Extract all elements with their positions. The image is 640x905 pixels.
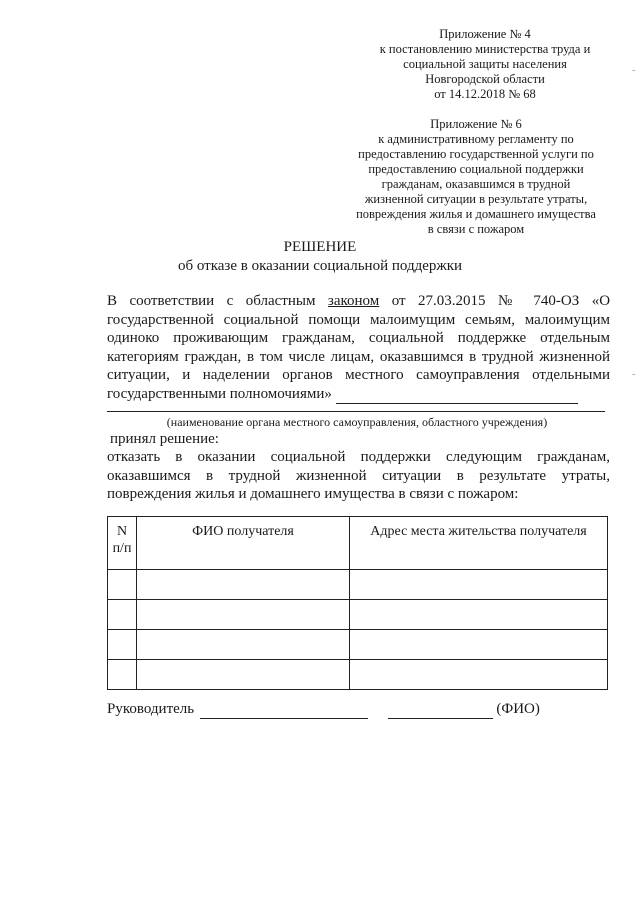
table-cell[interactable] <box>137 600 350 630</box>
decision-line: оказавшимся в трудной жизненной ситуации в результате утраты, <box>107 467 610 484</box>
appendix-4-line: Новгородской области <box>425 72 545 86</box>
table-cell[interactable] <box>350 570 608 600</box>
appendix-6-line: к административному регламенту по <box>378 132 574 146</box>
paragraph-line: категориям граждан, в том числе лицам, оказавшимся в трудной жизненной <box>107 348 610 365</box>
appendix-6-header <box>330 117 622 237</box>
appendix-6-line: предоставлению социальной поддержки <box>368 162 584 176</box>
header-number-line: п/п <box>112 541 132 556</box>
table-cell[interactable] <box>137 630 350 660</box>
appendix-6-line: в связи с пожаром <box>427 222 525 236</box>
scan-edge-mark: - <box>632 369 636 380</box>
appendix-6-line: жизненной ситуации в результате утраты, <box>364 192 588 206</box>
basis-paragraph <box>107 292 610 403</box>
table-row <box>108 600 608 630</box>
signature-name-line[interactable] <box>388 700 493 719</box>
table-cell[interactable] <box>108 600 137 630</box>
table-header-row <box>108 517 608 570</box>
table-cell[interactable] <box>108 660 137 690</box>
paragraph-line <box>107 292 610 311</box>
table-row <box>108 660 608 690</box>
table-cell[interactable] <box>137 570 350 600</box>
paragraph-text: государственными полномочиями» <box>107 385 332 402</box>
recipients-table <box>107 516 608 690</box>
table-cell[interactable] <box>137 660 350 690</box>
appendix-4-line: Приложение № 4 <box>439 27 531 41</box>
authority-caption: (наименование органа местного самоуправления, областного учреждения) <box>166 415 548 429</box>
table-cell[interactable] <box>108 630 137 660</box>
appendix-4-line: от 14.12.2018 № 68 <box>434 87 536 101</box>
paragraph-text: от 27.03.2015 № 740-ОЗ «О <box>391 293 611 309</box>
appendix-6-line: гражданам, оказавшимся в трудной <box>381 177 571 191</box>
table-row <box>108 570 608 600</box>
appendix-6-line: Приложение № 6 <box>430 117 522 131</box>
appendix-4-header <box>345 27 625 102</box>
paragraph-line: ситуации, и наделении органов местного самоуправления отдельными <box>107 367 610 383</box>
header-number-line: N <box>116 524 128 539</box>
signature-fio-label: (ФИО) <box>496 701 540 717</box>
decision-line: отказать в оказании социальной поддержки следующим гражданам, <box>107 449 610 465</box>
signature-label: Руководитель <box>107 701 195 717</box>
authority-name-line[interactable] <box>107 411 605 412</box>
scan-edge-mark: - <box>632 65 636 76</box>
signature-line[interactable] <box>200 700 368 719</box>
decision-adopted: принял решение: <box>110 431 219 447</box>
table-cell[interactable] <box>350 630 608 660</box>
paragraph-line: государственной социальной помощи малоимущим семьям, малоимущим <box>107 311 610 328</box>
paragraph-text: В соответствии с областным <box>107 293 316 309</box>
paragraph-line: одиноко проживающим гражданам, социальной поддержке отдельным <box>107 330 610 346</box>
header-recipient-address: Адрес места жительства получателя <box>350 517 608 570</box>
header-number <box>108 517 137 570</box>
document-title <box>0 238 640 276</box>
table-cell[interactable] <box>350 660 608 690</box>
title-subheading: об отказе в оказании социальной поддержки <box>177 258 463 274</box>
decision-line: повреждения жилья и домашнего имущества в связи с пожаром: <box>107 486 519 502</box>
appendix-4-line: социальной защиты населения <box>403 57 567 71</box>
paragraph-line <box>107 385 610 404</box>
appendix-6-line: предоставлению государственной услуги по <box>358 147 594 161</box>
header-recipient-name: ФИО получателя <box>137 517 350 570</box>
table-cell[interactable] <box>108 570 137 600</box>
title-heading: РЕШЕНИЕ <box>283 239 357 255</box>
authority-fill-line[interactable] <box>336 385 578 405</box>
appendix-4-line: к постановлению министерства труда и <box>379 42 591 56</box>
table-cell[interactable] <box>350 600 608 630</box>
table-row <box>108 630 608 660</box>
decision-paragraph <box>107 448 610 504</box>
appendix-6-line: повреждения жилья и домашнего имущества <box>356 207 596 221</box>
signature-block <box>107 700 540 719</box>
law-link[interactable]: законом <box>327 293 380 309</box>
